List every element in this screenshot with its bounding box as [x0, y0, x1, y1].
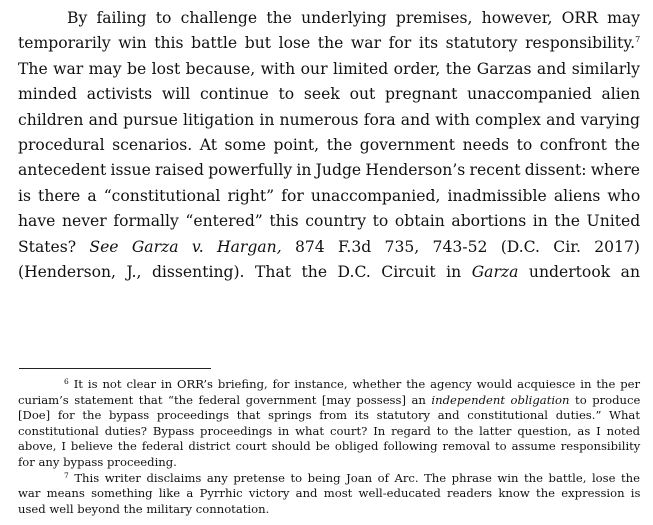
- footnote-text: This writer disclaims any pretense to being Joan of Arc. The phrase win the battle, lose the: [68, 470, 640, 485]
- body-text: States?: [18, 237, 90, 256]
- body-text: procedural scenarios. At some point, the government needs to confront the: [18, 135, 640, 154]
- body-line: [18, 158, 640, 183]
- body-text: temporarily win this battle but lose the war for its statutory responsibility.: [18, 34, 636, 53]
- footnote-6-line: [18, 377, 640, 393]
- footnote-text: curiam’s statement that “the federal government [may possess] an: [18, 392, 432, 407]
- case-name-italic: Garza: [471, 262, 519, 281]
- body-text: The war may be lost because, with our limited order, the Garzas and similarly: [18, 59, 640, 78]
- body-text: minded activists will continue to seek out pregnant unaccompanied alien: [18, 85, 640, 104]
- footnote-divider: [19, 368, 211, 369]
- footnote-reference-7[interactable]: 7: [635, 35, 641, 45]
- body-line: [18, 57, 640, 82]
- body-text: antecedent issue raised powerfully in Judge Henderson’s recent dissent: where: [18, 161, 640, 180]
- footnote-7-line: [18, 502, 640, 518]
- footnote-6-line: [18, 393, 640, 409]
- body-text: 874 F.3d 735, 743-52 (D.C. Cir. 2017): [281, 237, 640, 256]
- body-line: [18, 133, 640, 158]
- body-text: (Henderson, J., dissenting). That the D.C. Circuit in: [18, 262, 472, 281]
- body-text: have never formally “entered” this country to obtain abortions in the United: [18, 212, 641, 231]
- body-text: children and pursue litigation in numerous fora and with complex and varying: [18, 110, 640, 129]
- footnote-6-line: [18, 424, 640, 440]
- footnotes-section: [18, 377, 640, 517]
- body-line: [18, 260, 640, 285]
- footnote-6-line: [18, 455, 640, 471]
- footnote-text: above, I believe the federal district court should be obliged following removal to assume responsibility: [18, 439, 641, 454]
- footnote-6-line: [18, 408, 640, 424]
- footnote-7-line: [18, 471, 640, 487]
- footnote-7-line: [18, 486, 640, 502]
- body-line: [18, 235, 640, 260]
- footnote-italic-text: independent obligation: [431, 392, 570, 407]
- footnote-text: constitutional duties? Bypass proceedings in what court? In regard to the latter question, as I noted: [18, 423, 640, 438]
- footnote-text: to produce: [569, 392, 641, 407]
- footnote-text: war means something like a Pyrrhic victory and most well-educated readers know the expression is: [18, 486, 641, 501]
- body-paragraph: [18, 6, 640, 285]
- body-line: [18, 31, 640, 56]
- footnote-text: used well beyond the military connotation.: [18, 501, 270, 516]
- body-text: undertook an: [518, 262, 640, 281]
- footnote-mark-6: 6: [64, 377, 69, 386]
- case-citation-italic: See Garza v. Hargan,: [89, 237, 282, 256]
- footnote-text: It is not clear in ORR’s briefing, for instance, whether the agency would acquiesce in the per: [68, 377, 641, 391]
- body-text: By failing to challenge the underlying premises, however, ORR may: [67, 9, 640, 27]
- footnote-text: for any bypass proceeding.: [18, 454, 177, 469]
- footnote-mark-7: 7: [64, 470, 69, 480]
- body-line: [18, 108, 640, 133]
- body-text: is there a “constitutional right” for unaccompanied, inadmissible aliens who: [18, 186, 641, 205]
- footnote-6-line: [18, 439, 640, 455]
- body-line: [18, 209, 640, 234]
- footnote-text: [Doe] for the bypass proceedings that springs from its statutory and constitutional duties.” What: [18, 408, 640, 423]
- body-line: [18, 82, 640, 107]
- body-line: [18, 6, 640, 31]
- body-line: [18, 184, 640, 209]
